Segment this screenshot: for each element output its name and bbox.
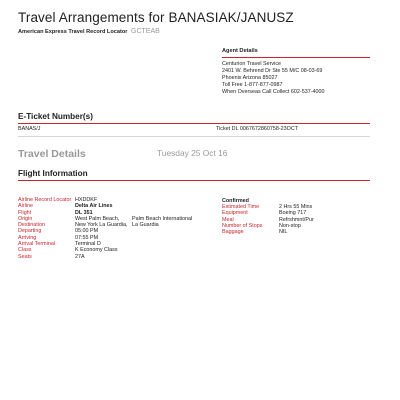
detail-label: Seats xyxy=(18,253,32,260)
detail-value: 27A xyxy=(75,253,85,260)
detail-label: Departing xyxy=(18,228,42,235)
detail-label: Meal xyxy=(222,216,234,223)
travel-details-heading: Travel Details xyxy=(18,148,86,160)
record-locator xyxy=(18,28,160,35)
detail-value: New York La Guardia, xyxy=(75,222,128,229)
detail-value-extra: La Guardia xyxy=(132,222,159,229)
detail-label: Estimated Time xyxy=(222,204,260,210)
detail-value: 05:00 PM xyxy=(75,228,99,235)
detail-value-extra: Palm Beach International xyxy=(132,215,193,222)
detail-label: Number of Stops xyxy=(222,222,263,229)
booking-status: Confirmed xyxy=(222,198,249,204)
agent-line: Phoenix Arizona 85027 xyxy=(222,75,278,81)
detail-label: Airline xyxy=(18,203,33,210)
detail-value: Terminal D xyxy=(75,241,101,248)
eticket-divider xyxy=(18,123,370,124)
flight-info-heading: Flight Information xyxy=(18,169,88,178)
detail-label: Class xyxy=(18,247,32,254)
detail-row xyxy=(222,229,314,235)
detail-value: 2 Hrs 55 Mins xyxy=(279,204,313,210)
detail-value: Delta Air Lines xyxy=(75,203,113,210)
eticket-heading: E-Ticket Number(s) xyxy=(18,112,93,121)
agent-details-heading: Agent Details xyxy=(222,48,258,54)
agent-line: 2401 W. Behrend Dr Ste 55 M/C 08-03-69 xyxy=(222,68,323,74)
detail-value: 07:55 PM xyxy=(75,234,99,241)
flight-details-left xyxy=(18,197,192,260)
agent-details xyxy=(222,48,370,96)
detail-value: HXDDKF xyxy=(75,197,98,203)
agent-line: Centurion Travel Service xyxy=(222,61,282,67)
eticket-number: Ticket DL 0067672860758-23OCT xyxy=(216,126,299,132)
detail-label: Arriving xyxy=(18,234,37,241)
detail-value: DL 351 xyxy=(75,209,93,216)
travel-date: Tuesday 25 Oct 16 xyxy=(157,148,228,158)
detail-value: NIL xyxy=(279,229,288,236)
detail-value: K Economy Class xyxy=(75,247,118,254)
detail-label: Baggage xyxy=(222,229,244,236)
detail-value: Non-stop xyxy=(279,222,301,229)
detail-row xyxy=(18,254,192,260)
detail-label: Destination xyxy=(18,222,45,229)
detail-value: Boeing 717 xyxy=(279,210,307,217)
eticket-bottom-divider xyxy=(18,136,370,137)
detail-value: West Palm Beach, xyxy=(75,215,120,222)
agent-line: Toll Free 1-877-877-0987 xyxy=(222,82,283,88)
agent-line: When Overseas Call Collect 602-537-4000 xyxy=(222,89,325,95)
detail-label: Origin xyxy=(18,215,33,222)
record-locator-label: American Express Travel Record Locator xyxy=(18,29,128,35)
record-locator-code: GCTEAB xyxy=(131,28,160,35)
detail-label: Arrival Terminal xyxy=(18,241,56,248)
agent-divider xyxy=(222,57,370,58)
detail-label: Equipment xyxy=(222,210,248,217)
page-title: Travel Arrangements for BANASIAK/JANUSZ xyxy=(18,10,294,25)
detail-value: Refrshmnt/Pur xyxy=(279,216,314,223)
detail-label: Airline Record Locator xyxy=(18,197,72,203)
flight-divider xyxy=(18,180,370,181)
flight-details-right xyxy=(222,204,314,235)
detail-label: Flight xyxy=(18,209,32,216)
eticket-passenger: BANAS/J xyxy=(18,126,41,132)
